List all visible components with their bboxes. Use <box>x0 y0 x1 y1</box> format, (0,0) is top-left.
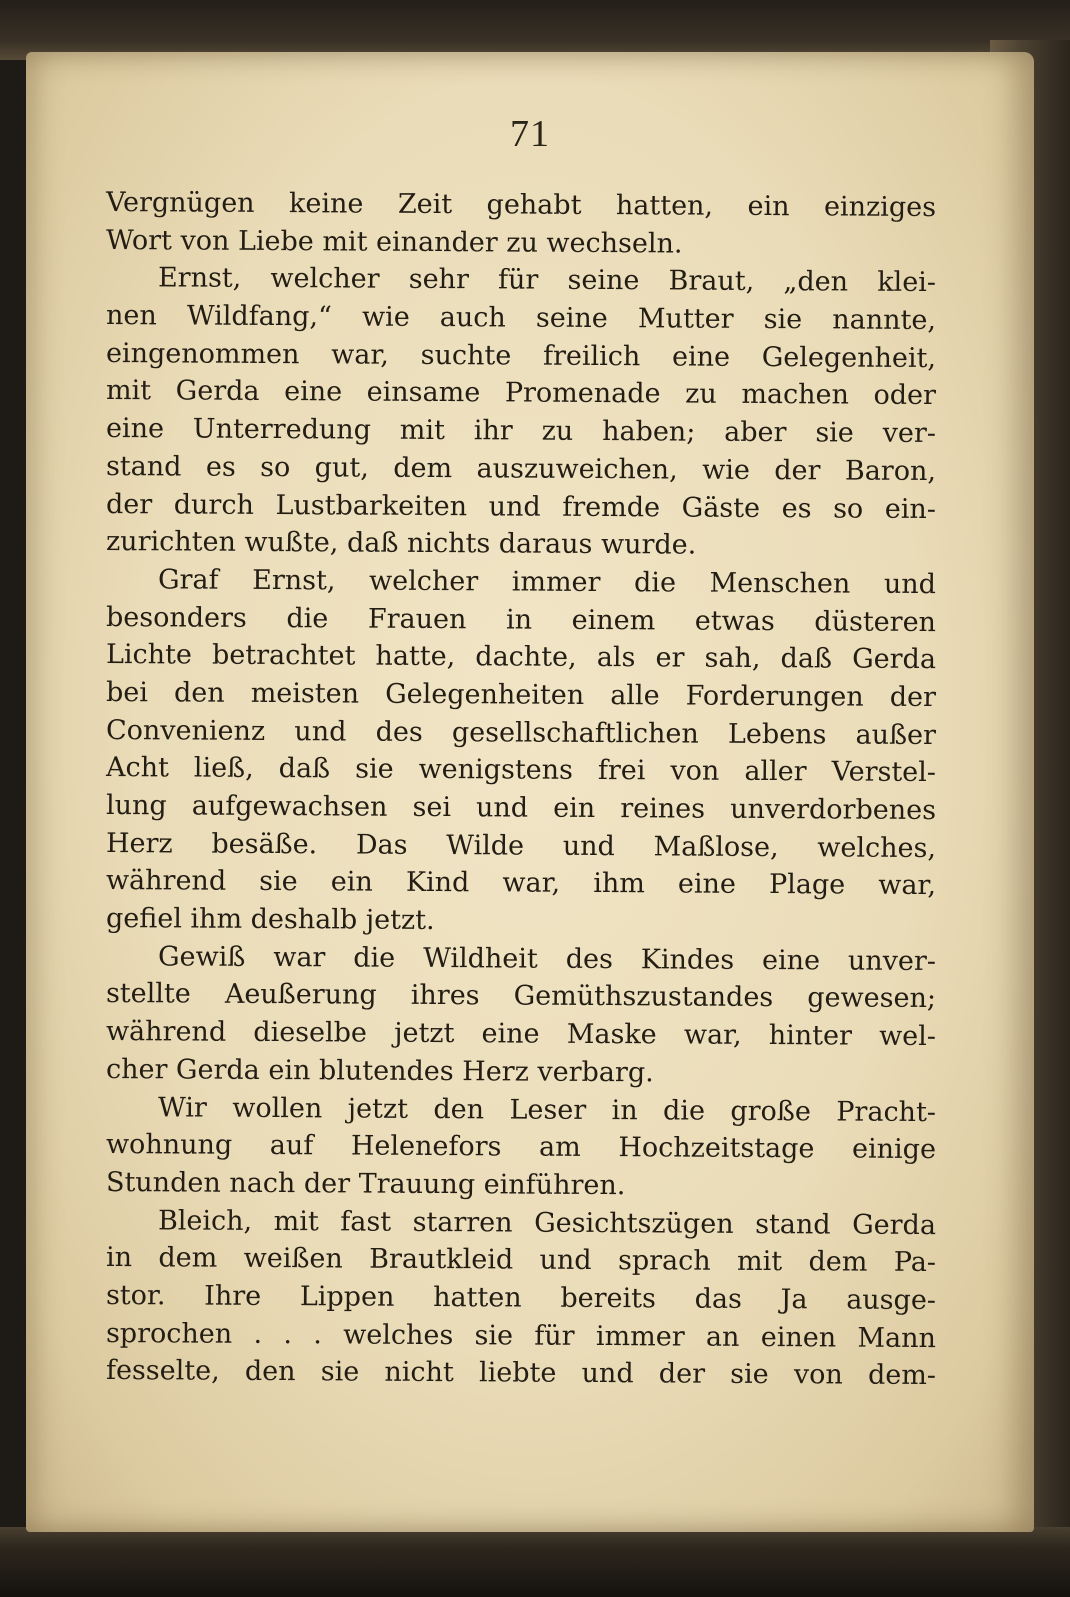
page-number: 71 <box>510 113 550 155</box>
text-line: Herz besäße. Das Wilde und Maßlose, welches, <box>105 827 937 864</box>
book-bottom-edge <box>0 1527 1070 1597</box>
book-page <box>26 52 1034 1532</box>
text-line: Bleich, mit fast starren Gesichtszügen stand Gerda <box>157 1204 937 1241</box>
text-line: lung aufgewachsen sei und ein reines unverdorbenes <box>105 790 937 827</box>
text-line: Stunden nach der Trauung einführen. <box>105 1166 626 1202</box>
text-line: cher Gerda ein blutendes Herz verbarg. <box>105 1053 654 1089</box>
text-line: zurichten wußte, daß nichts daraus wurde. <box>105 526 697 561</box>
text-line: Acht ließ, daß sie wenigstens frei von aller Verstel- <box>105 752 937 789</box>
text-line: stand es so gut, dem auszuweichen, wie der Baron, <box>105 450 937 487</box>
text-line: stellte Aeußerung ihres Gemüthszustandes gewesen; <box>105 978 937 1015</box>
text-line: stor. Ihre Lippen hatten bereits das Ja ausge- <box>105 1279 937 1317</box>
text-line: Lichte betrachtet hatte, dachte, als er sah, daß Gerda <box>105 639 937 676</box>
text-line: Vergnügen keine Zeit gehabt hatten, ein einziges <box>105 187 937 224</box>
text-line: Wir wollen jetzt den Leser in die große Pracht- <box>157 1091 937 1128</box>
text-line: bei den meisten Gelegenheiten alle Forderungen der <box>105 676 937 714</box>
text-line: mit Gerda eine einsame Promenade zu machen oder <box>105 375 937 412</box>
text-line: Wort von Liebe mit einander zu wechseln. <box>105 224 683 260</box>
body-text <box>106 184 936 1390</box>
book-top-edge <box>0 0 1070 60</box>
text-line: Graf Ernst, welcher immer die Menschen und <box>157 564 937 600</box>
text-line: besonders die Frauen in einem etwas düsteren <box>105 601 937 638</box>
text-line: gefiel ihm deshalb jetzt. <box>105 903 435 937</box>
text-line: sprochen . . . welches sie für immer an einen Mann <box>105 1317 937 1354</box>
text-line: wohnung auf Helenefors am Hochzeitstage einige <box>105 1129 937 1166</box>
text-line: der durch Lustbarkeiten und fremde Gäste es so ein- <box>105 488 937 525</box>
text-line: fesselte, den sie nicht liebte und der sie von dem- <box>105 1355 937 1392</box>
text-line: Gewiß war die Wildheit des Kindes eine unver- <box>157 941 937 977</box>
text-line: eingenommen war, suchte freilich eine Gelegenheit, <box>105 337 937 374</box>
text-line: eine Unterredung mit ihr zu haben; aber sie ver- <box>105 413 937 450</box>
text-line: nen Wildfang,“ wie auch seine Mutter sie nannte, <box>105 300 937 337</box>
text-line: Ernst, welcher sehr für seine Braut, „den klei- <box>157 262 937 299</box>
text-line: in dem weißen Brautkleid und sprach mit dem Pa- <box>105 1242 937 1279</box>
text-line: während dieselbe jetzt eine Maske war, hinter wel- <box>105 1016 937 1053</box>
text-line: während sie ein Kind war, ihm eine Plage war, <box>105 865 937 902</box>
text-line: Convenienz und des gesellschaftlichen Lebens außer <box>105 714 937 751</box>
